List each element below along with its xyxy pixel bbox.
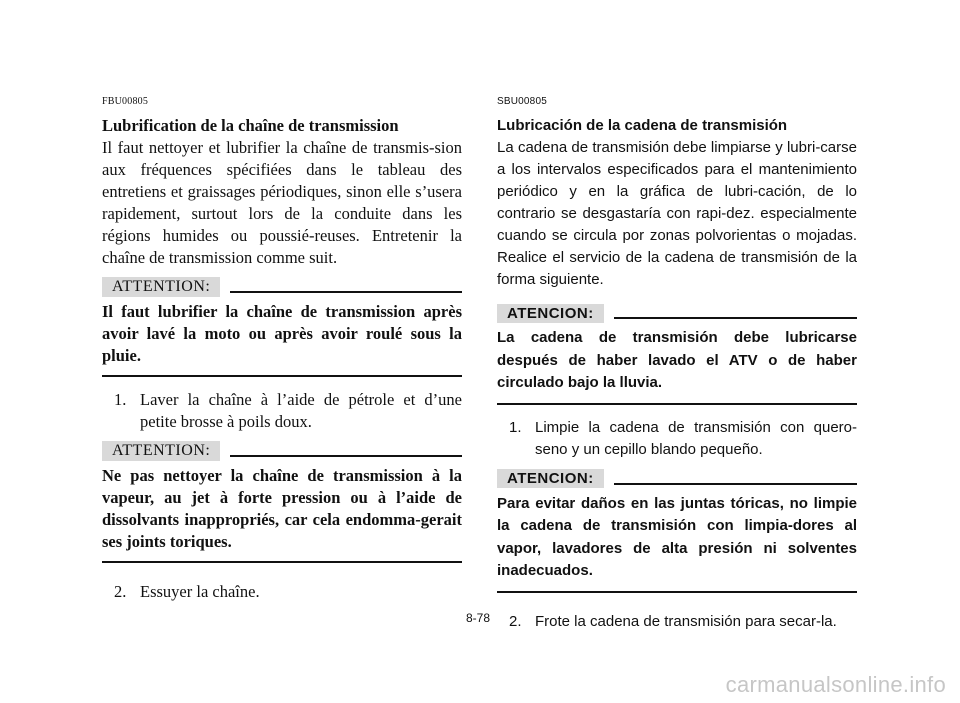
spanish-column [497,96,857,633]
step-number: 1. [114,390,127,409]
step-number: 2. [114,582,127,601]
step-text: Limpie la cadena de transmisión con quero-seno y un cepillo blando pequeño. [535,418,857,458]
attention-text: Ne pas nettoyer la chaîne de transmission à la vapeur, au jet à forte pression ou à l’aide de dissolvants inappropriés, car cela endomma-gerait ses joints toriques. [102,466,462,551]
attention-header [102,439,462,463]
step-item [102,389,462,433]
step-text: Laver la chaîne à l’aide de pétrole et d’une petite brosse à poils doux. [140,390,462,431]
attention-text: Para evitar daños en las juntas tóricas, no limpie la cadena de transmisión con limpia-dores al vapor, lavadores de alta presión ni solventes inadecuados. [497,494,857,579]
divider [230,281,462,293]
attention-header [102,275,462,299]
divider [497,403,857,405]
step-text: Frote la cadena de transmisión para secar-la. [535,612,837,630]
section-title: Lubrification de la chaîne de transmission [102,116,399,135]
attention-text: Il faut lubrifier la chaîne de transmission après avoir lavé la moto ou après avoir roulé sous la pluie. [102,302,462,365]
watermark: carmanualsonline.info [725,672,946,697]
attention-label: ATTENTION: [102,441,220,461]
attention-header [497,301,857,325]
page-number: 8-78 [466,611,491,625]
section-code: FBU00805 [102,96,149,107]
intro-paragraph: Il faut nettoyer et lubrifier la chaîne de transmis-sion aux fréquences spécifiées dans le tableau des entretiens et graissages périodiques, sinon elle s’usera rapidement, surtout lors de la conduite dans les régions humides ou poussié-reuses. Entretenir la chaîne de transmission comme suit. [102,138,462,267]
step-number: 2. [509,612,522,630]
divider [497,591,857,593]
step-item [497,417,857,461]
attention-text: La cadena de transmisión debe lubricarse después de haber lavado el ATV o de haber circulado bajo la lluvia. [497,329,857,391]
section-code: SBU00805 [497,96,547,107]
attention-label: ATTENTION: [102,277,220,297]
divider [102,561,462,563]
french-column [102,96,462,603]
divider [614,307,857,319]
step-text: Essuyer la chaîne. [140,582,260,601]
attention-label: ATENCION: [497,304,604,323]
divider [102,375,462,377]
attention-label: ATENCION: [497,469,604,488]
step-item [497,611,857,633]
section-title: Lubricación de la cadena de transmisión [497,117,788,134]
step-number: 1. [509,418,522,436]
divider [230,445,462,457]
attention-header [497,467,857,491]
step-item [102,581,462,603]
divider [614,473,857,485]
intro-paragraph: La cadena de transmisión debe limpiarse y lubri-carse a los intervalos especificados para el mantenimiento periódico y en la gráfica de lubri-cación, de lo contrario se desgastaría con rapi-dez. especialmente cuando se circula por zonas polvorientas o mojadas. Realice el servicio de la cadena de transmisión de la forma siguiente. [497,139,857,288]
